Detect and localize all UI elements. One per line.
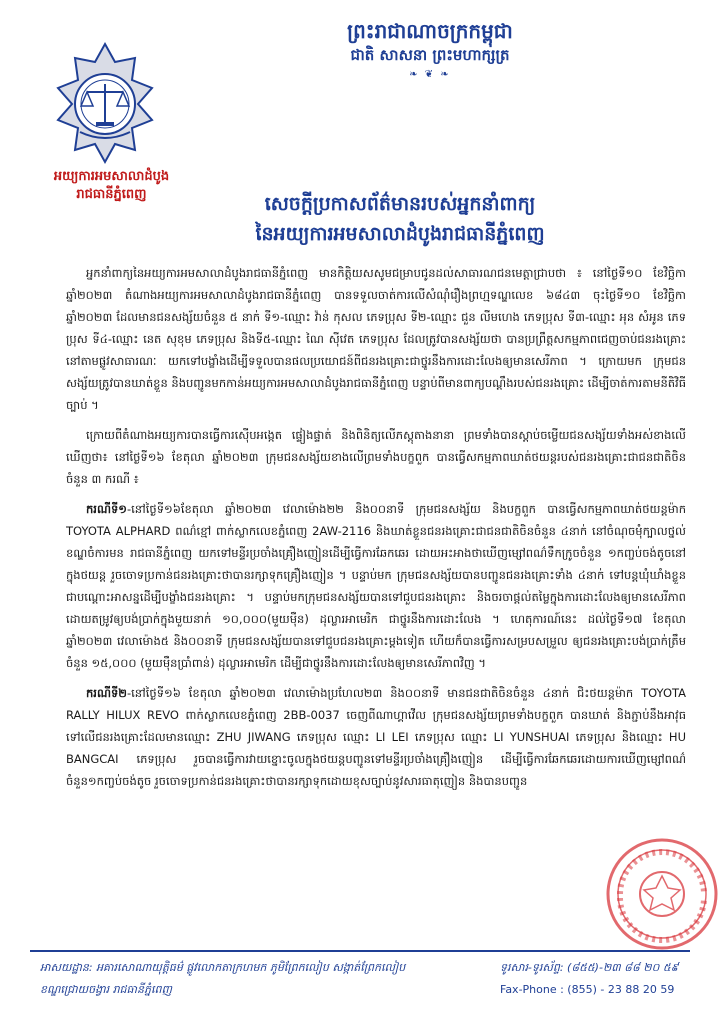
prosecution-emblem-icon (40, 40, 170, 165)
kingdom-heading: ព្រះរាជាណាចក្រកម្ពុជា (347, 19, 513, 43)
footer-address-line2: ខណ្ឌជ្រោយចង្វារ រាជធានីភ្នំពេញ (40, 983, 172, 996)
office-name-line1: អយ្យការអមសាលាដំបូង (53, 169, 170, 184)
case-two-text: -នៅថ្ងៃទី១៦ ខែតុលា ឆ្នាំ២០២៣ វេលាម៉ោងប្រហែល២៣ និង០០នាទី មានជនជាតិចិនចំនួន ៤នាក់ ជិះថយន្តម៉ាក TOYOTA RALLY HILUX REVO ពាក់ស្លាកលេខភ្នំពេញ 2BB-0037 ចេញពីណាហ្គាវើល ក្រុមជនសង្ស័យព្រមទាំងបក្ខពួក បានឃាត់ និងភ្ជាប់នឹងអាវុធទៅលើជនរងគ្រោះដែលមានឈ្មោះ ZHU JIWANG ភេទប្រុស ឈ្មោះ LI LEI ភេទប្រុស ឈ្មោះ LI YUNSHUAI ភេទប្រុស និងឈ្មោះ HU BANGCAI ភេទប្រុស រួចបានធ្វើការវាយខ្នោះចូលក្នុងថយន្តបញ្ជូនទៅមន្ទីរប្រចាំងគ្រឿងញៀន ដើម្បីធ្វើការឆែកឆេរដោយការឃើញម្សៅពណ៌ចំនួន១កញ្ចប់ចង់តូច រួចចោទប្រកាន់ជនរងគ្រោះថាបានរក្សាទុកដោយខុសច្បាប់នូវសារធាតុញៀន និងបានបញ្ជូន (66, 686, 686, 788)
header-ornament: ❧ ❦ ❧ (409, 69, 451, 80)
official-stamp-icon (600, 836, 718, 954)
document-title-line1: សេចក្តីប្រកាសព័ត៌មានរបស់អ្នកនាំពាក្យ (264, 193, 536, 215)
case-one-text: -នៅថ្ងៃទី១៦ខែតុលា ឆ្នាំ២០២៣ វេលាម៉ោង២២ និង០០នាទី ក្រុមជនសង្ស័យ និងបក្ខពួក បានធ្វើសកម្មភាពឃាត់ថយន្តម៉ាក TOYOTA ALPHARD ពណ៌ខ្មៅ ពាក់ស្លាកលេខភ្នំពេញ 2AW-2116 និងឃាត់ខ្លួនជនរងគ្រោះជាជនជាតិចិនចំនួន ៤នាក់ នៅចំណុចមុំក្បាលថ្នល់ ខណ្ឌចំការមន រាជធានីភ្នំពេញ យកទៅមន្ទីរប្រចាំងគ្រឿងញៀនដើម្បីធ្វើការឆែកឆេរ ដោយអះអាងថាឃើញម្សៅពណ៌ទឹកក្រូចចំនួន ១កញ្ចប់ចង់តូចនៅក្នុងថយន្ត រួចចោទប្រកាន់ជនរងគ្រោះថាបានរក្សាទុកគ្រឿងញៀន ។ បន្ទាប់មក ក្រុមជនសង្ស័យបានបញ្ជូនជនរងគ្រោះទាំង ៤នាក់ ទៅបន្តឃុំឃាំងខ្លួនជាបណ្តោះអាសន្នដើម្បីបង្ខាំងជនរងគ្រោះ ។ បន្ទាប់មកក្រុមជនសង្ស័យបានទៅជួបជនរងគ្រោះ និងចរចាផ្តល់តម្លៃក្នុងការដោះលែងឲ្យមានសេរីភាព ដោយតម្រូវឲ្យបង់ប្រាក់ក្នុងមួយនាក់ ១០,០០០(មួយម៉ឺន) ដុល្លារអាមេរិក ជាថ្នូរនឹងការដោះលែង ។ ហេតុការណ៍នេះ ដល់ថ្ងៃទី១៧ ខែតុលា ឆ្នាំ២០២៣ វេលាម៉ោង៥ និង០០នាទី ក្រុមជនសង្ស័យបានទៅជួបជនរងគ្រោះម្តងទៀត ហើយក៏បានធ្វើការសម្របសម្រួល ឲ្យជនរងគ្រោះបង់ប្រាក់ត្រឹមចំនួន ១៥,០០០ (មួយម៉ឺនប្រាំពាន់) ដុល្លារអាមេរិក ដើម្បីជាថ្នូរនឹងការដោះលែងឲ្យមានសេរីភាពវិញ ។ (66, 502, 686, 670)
office-name-line2: រាជធានីភ្នំពេញ (76, 187, 147, 202)
office-name (24, 168, 199, 204)
footer-divider (30, 950, 690, 952)
case-two-label: ករណីទី២ (86, 686, 127, 700)
footer-fax: Fax-Phone : (855) - 23 88 20 59 (500, 983, 675, 996)
footer-address-line1: អាសយដ្ឋាន: អគារសោណាយុត្តិធម៌ ផ្លូវលោកតាក្រហមក ភូមិព្រែកលៀប សង្កាត់ព្រែកលៀប (40, 961, 406, 974)
case-one-label: ករណីទី១ (86, 502, 127, 516)
document-title-line2: នៃអយ្យការអមសាលាដំបូងរាជធានីភ្នំពេញ (255, 223, 545, 245)
paragraph-intro: អ្នកនាំពាក្យនៃអយ្យការអមសាលាដំបូងរាជធានីភ្នំពេញ មានកិត្តិយសសូមជម្រាបជូនដល់សាធារណជនមេត្តាជ្រាបថា ៖ នៅថ្ងៃទី១០ ខែវិច្ឆិកា ឆ្នាំ២០២៣ តំណាងអយ្យការអមសាលាដំបូងរាជធានីភ្នំពេញ បានទទួលចាត់ការលើសំណុំរឿងព្រហ្មទណ្ឌលេខ ៦៨៤៣ ចុះថ្ងៃទី១០ ខែវិច្ឆិកា ឆ្នាំ២០២៣ ដែលមានជនសង្ស័យចំនួន ៥ នាក់ ទី១-ឈ្មោះ វ៉ាន់ កុសល ភេទប្រុស ទី២-ឈ្មោះ ជួន លីមហេង ភេទប្រុស ទី៣-ឈ្មោះ អុន សំអូន ភេទប្រុស ទី៤-ឈ្មោះ នេត សុខុម ភេទប្រុស និងទី៥-ឈ្មោះ ណៃ ស៊ីវេត ភេទប្រុស ដែលត្រូវបានសង្ស័យថា បានប្រព្រឹត្តសកម្មភាពជេញចាប់ជនរងគ្រោះនៅតាមផ្លូវសាធារណៈ យកទៅបង្ខាំងដើម្បីទទួលបានផលប្រយោជន៍ពីជនរងគ្រោះជាថ្នូរនឹងការដោះលែងឲ្យមានសេរីភាព ។ ក្រោយមក ក្រុមជនសង្ស័យត្រូវបានឃាត់ខ្លួន និងបញ្ជូនមកកាន់អយ្យការអមសាលាដំបូងរាជធានីភ្នំពេញ បន្ទាប់ពីមានពាក្យបណ្តឹងរបស់ជនរងគ្រោះ ដើម្បីចាត់ការតាមនីតិវិធីច្បាប់ ។ (66, 266, 686, 412)
footer-telephone: ទូរសារ-ទូរស័ព្ទ: (៨៥៥)-២៣ ៨៨ ២០ ៥៩ (500, 961, 679, 974)
national-motto: ជាតិ សាសនា ព្រះមហាក្សត្រ (350, 46, 510, 64)
paragraph-findings: ក្រោយពីតំណាងអយ្យការបានធ្វើការស៊ើបអង្កេត ផ្ទៀងផ្ទាត់ និងពិនិត្យលើភស្តុតាងនានា ព្រមទាំងបានស្តាប់ចម្លើយជនសង្ស័យទាំងអស់ខាងលើឃើញថា៖ នៅថ្ងៃទី១៦ ខែតុលា ឆ្នាំ២០២៣ ក្រុមជនសង្ស័យខាងលើព្រមទាំងបក្ខពួក បានធ្វើសកម្មភាពឃាត់ថយន្តរបស់ជនរងគ្រោះជាជនជាតិចិនចំនួន ៣ ករណី ៖ (66, 428, 686, 486)
case-one (66, 498, 686, 674)
document-body (66, 262, 686, 934)
case-two (66, 682, 686, 792)
